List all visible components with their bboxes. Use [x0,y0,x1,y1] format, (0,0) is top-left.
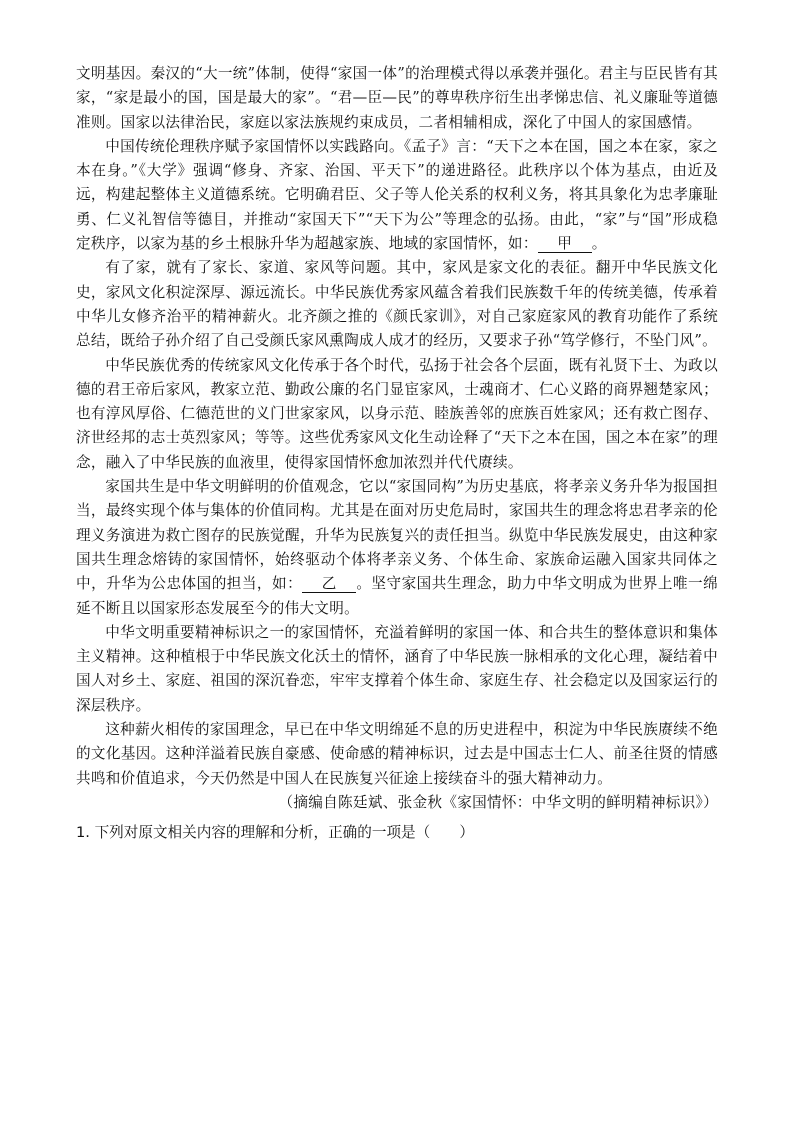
document-page [76,62,718,845]
paragraph-7: 这种薪火相传的家国理念，早已在中华文明绵延不息的历史进程中，积淀为中华民族赓续不绝的文化基因。这种洋溢着民族自豪感、使命感的精神标识，过去是中国志士仁人、前圣往贤的情感共鸣和价值追求，今天仍然是中国人在民族复兴征途上接续奋斗的强大精神动力。 [76,721,718,787]
paragraph-4: 中华民族优秀的传统家风文化传承于各个时代，弘扬于社会各个层面，既有礼贤下士、为政以德的君王帝后家风，教家立范、勤政公廉的名门显宦家风，士魂商才、仁心义路的商界翘楚家风；也有淳风厚俗、仁德范世的义门世家家风，以身示范、睦族善邻的庶族百姓家风；还有救亡图存、济世经邦的志士英烈家风；等等。这些优秀家风文化生动诠释了“天下之本在国，国之本在家”的理念，融入了中华民族的血液里，使得家国情怀愈加浓烈并代代赓续。 [76,356,718,471]
paragraph-6: 中华文明重要精神标识之一的家国情怀，充溢着鲜明的家国一体、和合共生的整体意识和集体主义精神。这种植根于中华民族文化沃土的情怀，涵育了中华民族一脉相承的文化心理，凝结着中国人对乡土、家庭、祖国的深沉眷恋，牢牢支撑着个体生命、家庭生存、社会稳定以及国家运行的深层秩序。 [76,623,718,714]
blank-jia: 甲 [538,236,592,253]
question-1: 1. 下列对原文相关内容的理解和分析，正确的一项是（ ） [76,824,475,842]
paragraph-3: 有了家，就有了家长、家道、家风等问题。其中，家风是家文化的表征。翻开中华民族文化史，家风文化积淀深厚、源远流长。中华民族优秀家风蕴含着我们民族数千年的传统美德，传承着中华儿女修齐治平的精神薪火。北齐颜之推的《颜氏家训》，对自己家庭家风的教育功能作了系统总结，既给子孙介绍了自己受颜氏家风熏陶成人成才的经历，又要求子孙“笃学修行，不坠门风”。 [76,259,718,350]
paragraph-2-end: 。 [591,235,607,253]
paragraph-2-text: 中国传统伦理秩序赋予家国情怀以实践路向。《孟子》言：“天下之本在国，国之本在家，家之本在身。”《大学》强调“修身、齐家、治国、平天下”的递进路径。此秩序以个体为基点，由近及远，构建起整体主义道德系统。它明确君臣、父子等人伦关系的权利义务，将其具象化为忠孝廉耻勇、仁义礼智信等德目，并推动“家国天下”“天下为公”等理念的弘扬。由此，“家”与“国”形成稳定秩序，以家为基的乡土根脉升华为超越家族、地域的家国情怀，如： [76,137,718,253]
paragraph-5 [76,475,718,621]
source-citation: （摘编自陈廷斌、张金秋《家国情怀：中华文明的鲜明精神标识》） [278,793,718,811]
paragraph-1: 文明基因。秦汉的“大一统”体制，使得“家国一体”的治理模式得以承袭并强化。君主与臣民皆有其家，“家是最小的国，国是最大的家”。“君—臣—民”的尊卑秩序衍生出孝悌忠信、礼义廉耻等道德准则。国家以法律治民，家庭以家法族规约束成员，二者相辅相成，深化了中国人的家国感情。 [76,65,718,131]
blank-yi: 乙 [302,576,356,593]
paragraph-5-text: 家国共生是中华文明鲜明的价值观念，它以“家国同构”为历史基底，将孝亲义务升华为报国担当，最终实现个体与集体的价值同构。尤其是在面对历史危局时，家国共生的理念将忠君孝亲的伦理义务演进为救亡图存的民族觉醒，升华为民族复兴的责任担当。纵览中华民族发展史，由这种家国共生理念熔铸的家国情怀，始终驱动个体将孝亲义务、个体生命、家族命运融入国家共同体之中，升华为公忠体国的担当，如： [76,478,718,593]
paragraph-2 [76,135,718,256]
paragraph-5-end: 。坚守家国共生理念，助力中华文明成为世界上唯一绵延不断且以国家形态发展至今的伟大文明。 [76,575,718,617]
